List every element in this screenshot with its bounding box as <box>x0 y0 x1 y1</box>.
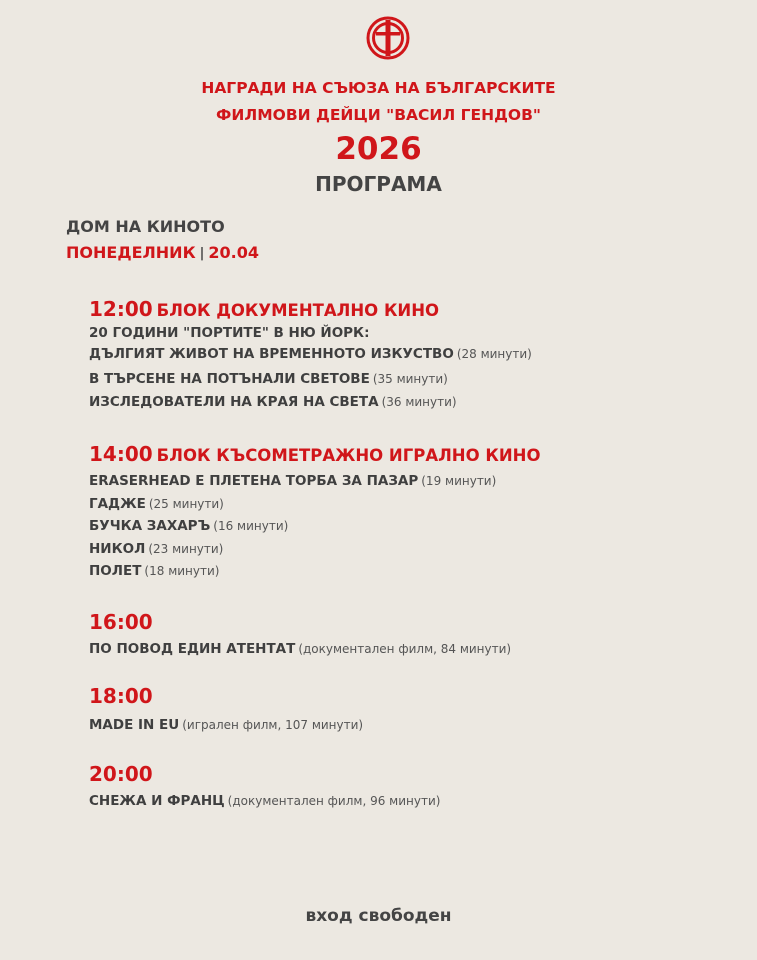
block-time: 16:00 <box>89 610 153 634</box>
film-duration: (25 минути) <box>148 496 224 511</box>
date-separator: | <box>199 246 205 261</box>
film-title: СНЕЖА И ФРАНЦ <box>89 793 225 809</box>
film-duration: (игрален филм, 107 минути) <box>182 718 364 732</box>
block-time: 14:00 <box>89 442 153 466</box>
film-title: MADE IN EU <box>89 717 180 733</box>
list-item <box>89 638 511 661</box>
block-heading <box>89 297 532 321</box>
film-duration: (18 минути) <box>144 564 220 578</box>
block-1800 <box>89 684 363 737</box>
list-item <box>89 391 532 414</box>
film-title: ПО ПОВОД ЕДИН АТЕНТАТ <box>89 641 296 657</box>
film-title: ERASERHEAD Е ПЛЕТЕНА ТОРБА ЗА ПАЗАР <box>89 473 419 489</box>
film-duration: (23 минути) <box>148 541 224 556</box>
film-duration: (19 минути) <box>421 474 497 488</box>
film-duration: (36 минути) <box>381 394 457 409</box>
year: 2026 <box>335 131 422 167</box>
title-line-2: ФИЛМОВИ ДЕЙЦИ "ВАСИЛ ГЕНДОВ" <box>216 106 541 124</box>
list-item <box>89 470 541 493</box>
list-item <box>89 538 541 561</box>
date: 20.04 <box>208 243 259 262</box>
block-heading <box>89 762 440 786</box>
list-item <box>89 714 363 737</box>
list-item <box>89 323 532 344</box>
film-duration: (документален филм, 96 минути) <box>227 794 441 808</box>
list-item <box>89 560 541 583</box>
list-item <box>89 790 440 813</box>
film-title: В ТЪРСЕНЕ НА ПОТЪНАЛИ СВЕТОВЕ <box>89 371 370 387</box>
list-item <box>89 515 541 538</box>
day: ПОНЕДЕЛНИК <box>66 243 196 262</box>
block-1400 <box>89 442 541 583</box>
film-title: БУЧКА ЗАХАРЪ <box>89 518 211 534</box>
union-logo-icon <box>366 16 410 60</box>
block-time: 20:00 <box>89 762 153 786</box>
block-1200 <box>89 297 532 413</box>
film-duration: (16 минути) <box>213 519 289 533</box>
title-line-1: НАГРАДИ НА СЪЮЗА НА БЪЛГАРСКИТЕ <box>201 79 556 97</box>
block-title: БЛОК ДОКУМЕНТАЛНО КИНО <box>156 301 440 320</box>
film-title: ПОЛЕТ <box>89 563 142 579</box>
film-duration: (28 минути) <box>456 347 532 361</box>
film-title: ДЪЛГИЯТ ЖИВОТ НА ВРЕМЕННОТО ИЗКУСТВО <box>89 346 454 362</box>
block-1600 <box>89 610 511 661</box>
venue: ДОМ НА КИНОТО <box>66 217 225 236</box>
block-title: БЛОК КЪСОМЕТРАЖНО ИГРАЛНО КИНО <box>156 446 541 465</box>
list-item <box>89 493 541 516</box>
film-duration: (35 минути) <box>372 372 448 386</box>
film-title: ИЗСЛЕДОВАТЕЛИ НА КРАЯ НА СВЕТА <box>89 393 379 410</box>
film-title: ГАДЖЕ <box>89 495 146 512</box>
block-time: 12:00 <box>89 297 153 321</box>
free-entry-note: вход свободен <box>305 906 452 926</box>
film-title: НИКОЛ <box>89 540 146 557</box>
program-heading: ПРОГРАМА <box>315 172 442 196</box>
list-item <box>89 368 532 391</box>
block-heading <box>89 610 511 634</box>
date-line <box>66 243 259 262</box>
film-duration: (документален филм, 84 минути) <box>298 642 512 656</box>
block-heading <box>89 684 363 708</box>
film-title: 20 ГОДИНИ "ПОРТИТЕ" В НЮ ЙОРК: <box>89 325 370 341</box>
block-2000 <box>89 762 440 813</box>
block-heading <box>89 442 541 466</box>
block-time: 18:00 <box>89 684 153 708</box>
list-item <box>89 344 532 365</box>
